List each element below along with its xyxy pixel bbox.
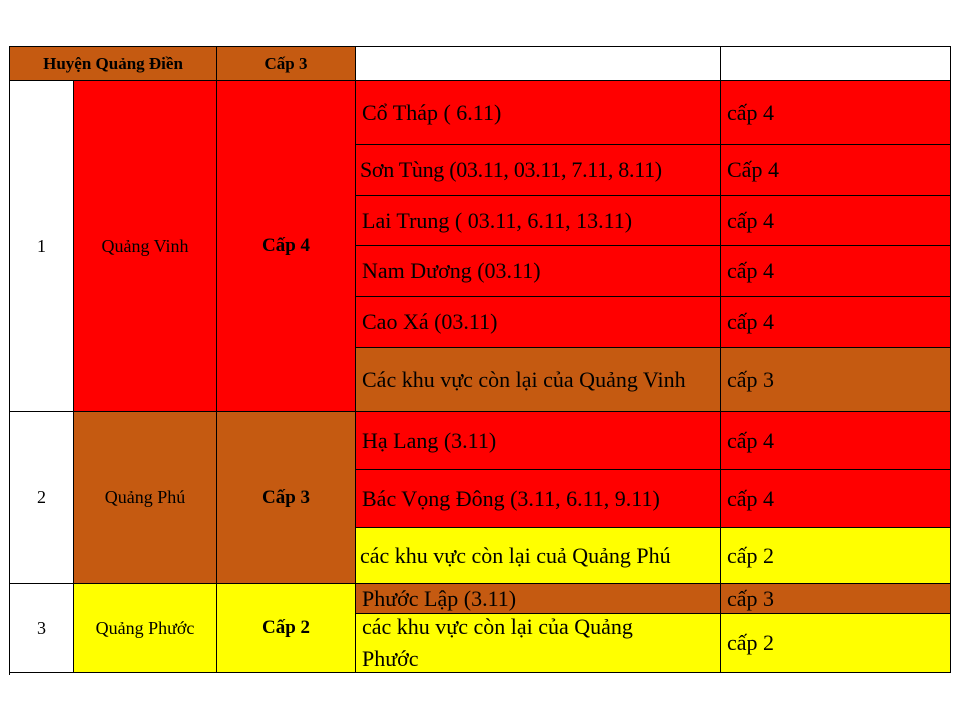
area-level: cấp 4 xyxy=(721,470,951,528)
area-name: Cổ Tháp ( 6.11) xyxy=(356,81,721,145)
area-name: các khu vực còn lại của Quảng Phước xyxy=(356,614,721,673)
area-level: cấp 2 xyxy=(721,528,951,584)
header-district: Huyện Quảng Điền xyxy=(10,47,217,81)
row-number: 1 xyxy=(10,81,74,412)
area-name: các khu vực còn lại cuả Quảng Phú xyxy=(356,528,721,584)
area-name: Lai Trung ( 03.11, 6.11, 13.11) xyxy=(356,196,721,246)
area-name: Các khu vực còn lại của Quảng Vinh xyxy=(356,348,721,412)
area-level: cấp 4 xyxy=(721,81,951,145)
area-level: cấp 3 xyxy=(721,584,951,614)
header-blank-level xyxy=(721,47,951,81)
row-number: 2 xyxy=(10,412,74,584)
risk-level-table xyxy=(9,46,951,675)
commune-level: Cấp 4 xyxy=(217,81,356,412)
row-number: 3 xyxy=(10,584,74,673)
area-level: cấp 4 xyxy=(721,412,951,470)
area-name: Bác Vọng Đông (3.11, 6.11, 9.11) xyxy=(356,470,721,528)
area-level: cấp 4 xyxy=(721,246,951,297)
area-level: cấp 3 xyxy=(721,348,951,412)
area-level: cấp 4 xyxy=(721,297,951,348)
commune-name: Quảng Phước xyxy=(74,584,217,673)
area-name: Nam Dương (03.11) xyxy=(356,246,721,297)
header-blank-area xyxy=(356,47,721,81)
area-level: cấp 2 xyxy=(721,614,951,673)
area-level: cấp 4 xyxy=(721,196,951,246)
area-name: Sơn Tùng (03.11, 03.11, 7.11, 8.11) xyxy=(356,145,721,196)
header-district-level: Cấp 3 xyxy=(217,47,356,81)
commune-level: Cấp 2 xyxy=(217,584,356,673)
commune-name: Quảng Phú xyxy=(74,412,217,584)
area-name: Cao Xá (03.11) xyxy=(356,297,721,348)
area-level: Cấp 4 xyxy=(721,145,951,196)
commune-name: Quảng Vinh xyxy=(74,81,217,412)
area-name: Phước Lập (3.11) xyxy=(356,584,721,614)
area-name: Hạ Lang (3.11) xyxy=(356,412,721,470)
commune-level: Cấp 3 xyxy=(217,412,356,584)
